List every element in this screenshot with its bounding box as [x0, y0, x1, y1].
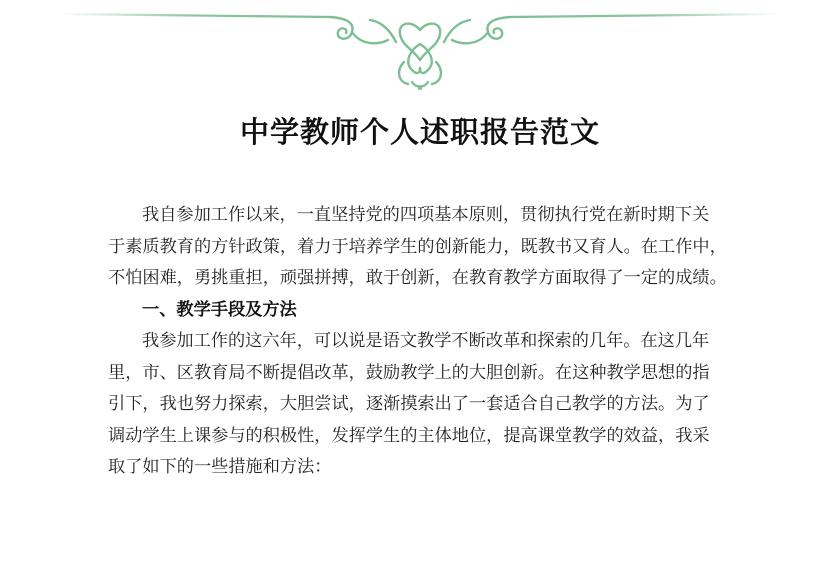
paragraph-line: 里，市、区教育局不断提倡改革，鼓励教学上的大胆创新。在这种教学思想的指	[108, 362, 710, 383]
paragraph-line: 我参加工作的这六年，可以说是语文教学不断改革和探索的几年。在这几年	[142, 331, 710, 351]
paragraph-line: 于素质教育的方针政策，着力于培养学生的创新能力，既教书又育人。在工作中，	[108, 236, 727, 257]
paragraph-line: 取了如下的一些措施和方法：	[108, 457, 332, 477]
decorative-vine-ornament	[0, 0, 840, 95]
paragraph-teaching-methods	[108, 326, 723, 484]
section-heading-text: 一、教学手段及方法	[142, 299, 297, 320]
paragraph-line: 引下，我也努力探索，大胆尝试，逐渐摸索出了一套适合自己教学的方法。为了	[108, 394, 710, 414]
paragraph-line: 不怕困难，勇挑重担，顽强拼搏，敢于创新，在教育教学方面取得了一定的成绩。	[108, 268, 727, 288]
section-heading	[108, 295, 723, 327]
paragraph-line: 调动学生上课参与的积极性，发挥学生的主体地位，提高课堂教学的效益，我采	[108, 425, 710, 446]
paragraph-intro	[108, 200, 727, 295]
document-body	[108, 200, 727, 484]
document-title: 中学教师个人述职报告范文	[239, 115, 600, 149]
paragraph-line: 我自参加工作以来，一直坚持党的四项基本原则，贯彻执行党在新时期下关	[142, 205, 710, 225]
